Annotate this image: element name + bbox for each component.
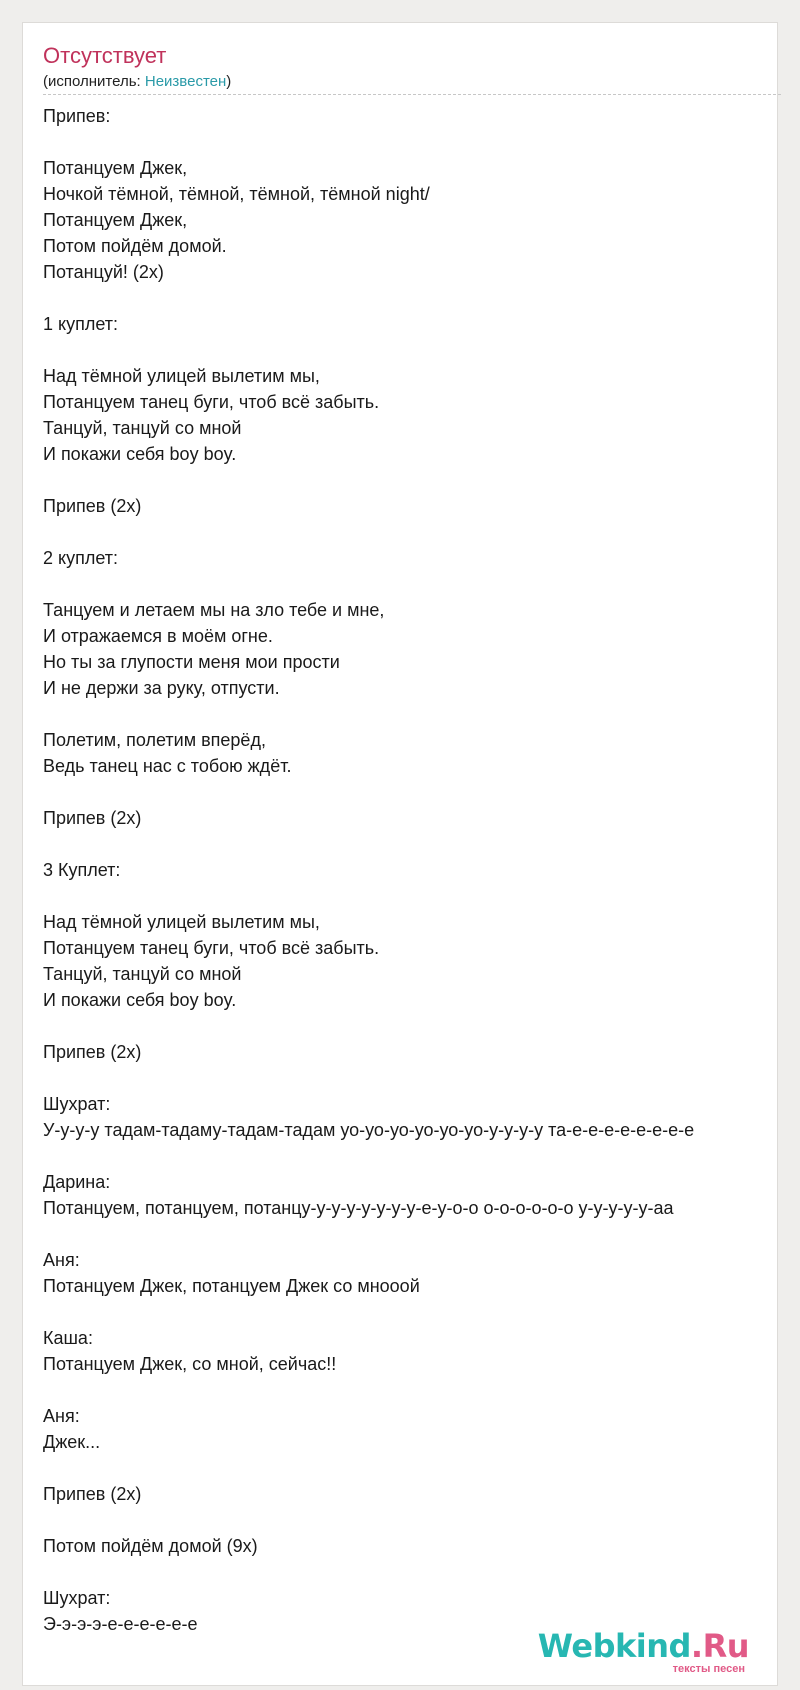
logo-tagline: тексты песен bbox=[672, 1663, 745, 1675]
artist-line bbox=[43, 73, 231, 91]
artist-suffix: ) bbox=[226, 73, 232, 90]
song-title: Отсутствует bbox=[43, 43, 167, 68]
logo-name: Webkind bbox=[537, 1627, 691, 1665]
lyrics-card bbox=[22, 22, 778, 1686]
header-divider bbox=[43, 94, 781, 95]
lyrics-text: Припев: Потанцуем Джек, Ночкой тёмной, тёмной, тёмной, тёмной night/ Потанцуем Джек, Потом пойдём домой. Потанцуй! (2x) 1 куплет: Над тёмной улицей вылетим мы, Потанцуем танец буги, чтоб всё забыть. Танцуй, танцуй со мной И покажи себя boy boy. Припев (2x) 2 куплет: Танцуем и летаем мы на зло тебе и мне, И отражаемся в моём огне. Но ты за глупости меня мои прости И не держи за руку, отпусти. Полетим, полетим вперёд, Ведь танец нас с тобою ждёт. Припев (2x) 3 Куплет: Над тёмной улицей вылетим мы, Потанцуем танец буги, чтоб всё забыть. Танцуй, танцуй со мной И покажи себя boy boy. Припев (2x) Шухрат: У-у-у-у тадам-тадаму-тадам-тадам уо-уо-уо-уо-уо-уо-у-у-у-у та-е-е-е-е-е-е-е-е Дарина: Потанцуем, потанцуем, потанцу-у-у-у-у-у-у-у-е-у-о-о о-о-о-о-о-о у-у-у-у-у-аа Аня: Потанцуем Джек, потанцуем Джек со мнооой Каша: Потанцуем Джек, со мной, сейчас!! Аня: Джек... Припев (2x) Потом пойдём домой (9x) Шухрат: Э-э-э-э-е-е-е-е-е-е bbox=[43, 106, 695, 1634]
site-logo[interactable] bbox=[537, 1627, 749, 1679]
artist-link[interactable]: Неизвестен bbox=[144, 73, 227, 90]
logo-wordmark bbox=[538, 1627, 749, 1665]
artist-prefix: (исполнитель: bbox=[43, 73, 145, 90]
logo-tld: .Ru bbox=[690, 1627, 749, 1665]
